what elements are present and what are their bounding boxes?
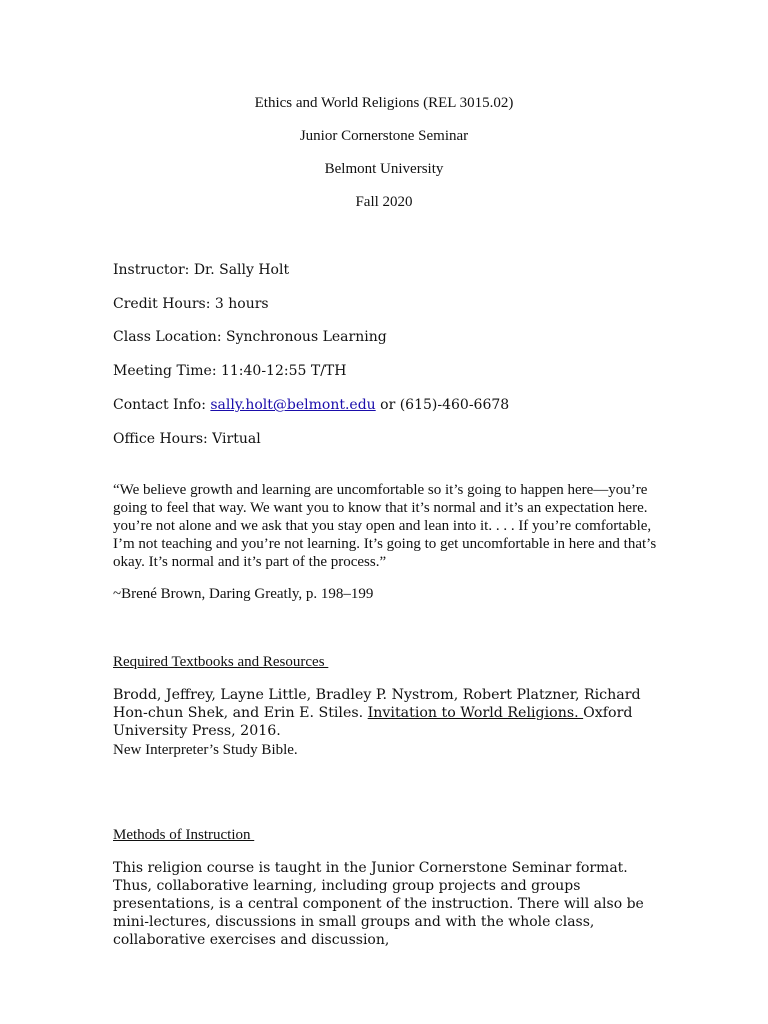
email-link[interactable]: sally.holt@belmont.edu bbox=[210, 397, 376, 413]
textbook-citation bbox=[113, 686, 661, 740]
citation-title: Invitation to World Religions. bbox=[367, 705, 584, 721]
term: Fall 2020 bbox=[355, 194, 413, 210]
seminar-title: Junior Cornerstone Seminar bbox=[299, 128, 469, 144]
bible-resource: New Interpreter’s Study Bible. bbox=[113, 742, 298, 758]
epigraph-quote: “We believe growth and learning are uncomfortable so it’s going to happen here—you’re going to feel that way. We want you to know that it’s normal and it’s an expectation here. you’re not alone and we ask that you stay open and lean into it. . . . If you’re comfortable, I’m not teaching and you’re not learning. It’s going to get uncomfortable in here and that’s okay. It’s normal and it’s part of the process.” bbox=[113, 482, 657, 570]
citation-authors: Brodd, Jeffrey, Layne Little, Bradley P. Nystrom, Robert Platzner, Richard Hon-chun Shek, and Erin E. Stiles. bbox=[113, 687, 641, 721]
quote-attribution: ~Brené Brown, Daring Greatly, p. 198–199 bbox=[113, 586, 374, 602]
credit-hours-line: Credit Hours: 3 hours bbox=[113, 296, 269, 312]
contact-info-line bbox=[113, 396, 509, 414]
university-name: Belmont University bbox=[324, 161, 444, 177]
class-location-line: Class Location: Synchronous Learning bbox=[113, 329, 387, 345]
contact-phone: or (615)-460-6678 bbox=[375, 397, 510, 413]
methods-body: This religion course is taught in the Junior Cornerstone Seminar format. Thus, collaborative learning, including group projects and groups presentations, is a central component of the instruction. There will also be mini-lectures, discussions in small groups and with the whole class, collaborative exercises and discussion, bbox=[113, 860, 644, 948]
course-title: Ethics and World Religions (REL 3015.02) bbox=[254, 95, 514, 111]
contact-label: Contact Info: bbox=[113, 397, 211, 413]
instructor-line: Instructor: Dr. Sally Holt bbox=[113, 262, 290, 278]
meeting-time-line: Meeting Time: 11:40-12:55 T/TH bbox=[113, 363, 347, 379]
textbooks-heading: Required Textbooks and Resources bbox=[113, 654, 329, 670]
office-hours-line: Office Hours: Virtual bbox=[113, 431, 261, 447]
citation-publisher: Oxford University Press, 2016. bbox=[113, 705, 633, 739]
methods-heading: Methods of Instruction bbox=[113, 827, 255, 843]
